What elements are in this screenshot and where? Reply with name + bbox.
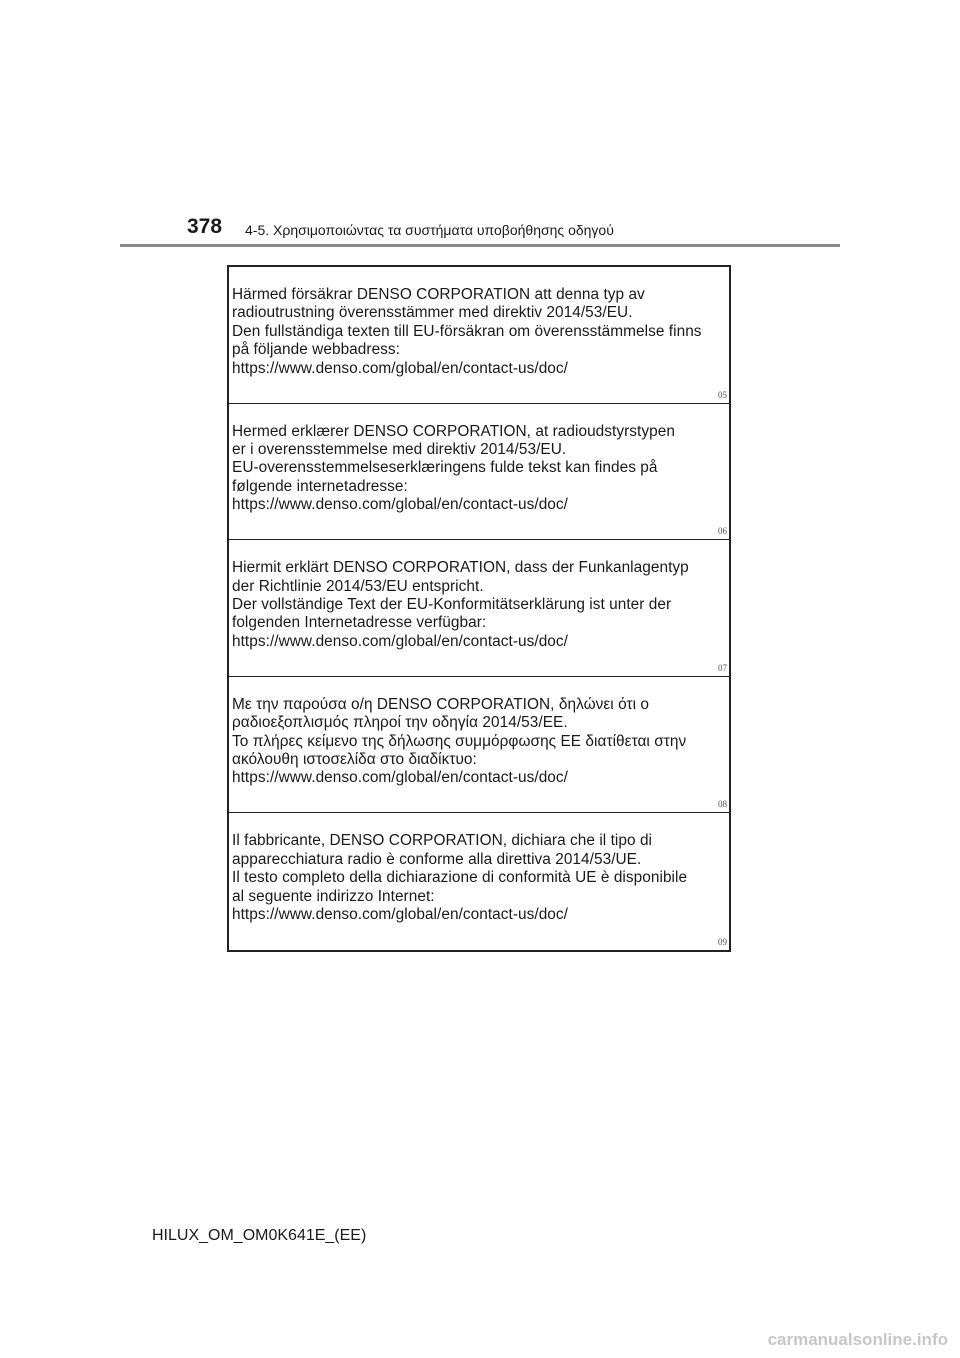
watermark: carmanualsonline.info bbox=[767, 1330, 948, 1349]
declaration-text: Με την παρούσα ο/η DENSO CORPORATION, δηλώνει ότι ο ραδιοεξοπλισμός πληροί την οδηγία 2014/53/ΕΕ. Το πλήρες κείμενο της δήλωσης συμμόρφωσης ΕΕ διατίθεται στην ακόλουθη ιστοσελίδα στο διαδίκτυο: https://www.denso.com/global/en/contact-us/doc/ bbox=[232, 695, 687, 787]
declaration-danish bbox=[229, 404, 729, 541]
declaration-code: 07 bbox=[718, 662, 727, 673]
declaration-text: Il fabbricante, DENSO CORPORATION, dichiara che il tipo di apparecchiatura radio è conforme alla direttiva 2014/53/UE. Il testo completo della dichiarazione di conformità UE è disponibile al seguente indirizzo Internet: https://www.denso.com/global/en/contact-us/doc/ bbox=[232, 832, 688, 923]
declaration-greek bbox=[229, 677, 729, 814]
declaration-text: Hermed erklærer DENSO CORPORATION, at radioudstyrstypen er i overensstemmelse med direktiv 2014/53/EU. EU-overensstemmelseserklæringens fulde tekst kan findes på følgende internetadresse: https://www.denso.com/global/en/contact-us/doc/ bbox=[232, 422, 675, 514]
section-title: 4-5. Χρησιμοποιώντας τα συστήματα υποβοήθησης οδηγού bbox=[245, 222, 614, 238]
document-code: HILUX_OM_OM0K641E_(EE) bbox=[152, 1227, 367, 1244]
declaration-text: Hiermit erklärt DENSO CORPORATION, dass der Funkanlagentyp der Richtlinie 2014/53/EU entspricht. Der vollständige Text der EU-Konformitätserklärung ist unter der folgenden Internetadresse verfügbar: https://www.denso.com/global/en/contact-us/doc/ bbox=[232, 559, 689, 650]
declaration-code: 05 bbox=[718, 389, 727, 400]
declaration-swedish bbox=[229, 267, 729, 404]
declaration-box bbox=[227, 265, 731, 952]
page-number: 378 bbox=[187, 215, 223, 238]
declaration-code: 08 bbox=[718, 799, 727, 810]
declaration-italian bbox=[229, 813, 729, 950]
declaration-code: 06 bbox=[718, 526, 727, 537]
declaration-code: 09 bbox=[718, 936, 727, 947]
header-divider bbox=[120, 244, 840, 247]
declaration-text: Härmed försäkrar DENSO CORPORATION att denna typ av radioutrustning överensstämmer med direktiv 2014/53/EU. Den fullständiga texten till EU-försäkran om överensstämmelse finns på följande webbadress: https://www.denso.com/global/en/contact-us/doc/ bbox=[232, 286, 702, 377]
declaration-german bbox=[229, 540, 729, 677]
